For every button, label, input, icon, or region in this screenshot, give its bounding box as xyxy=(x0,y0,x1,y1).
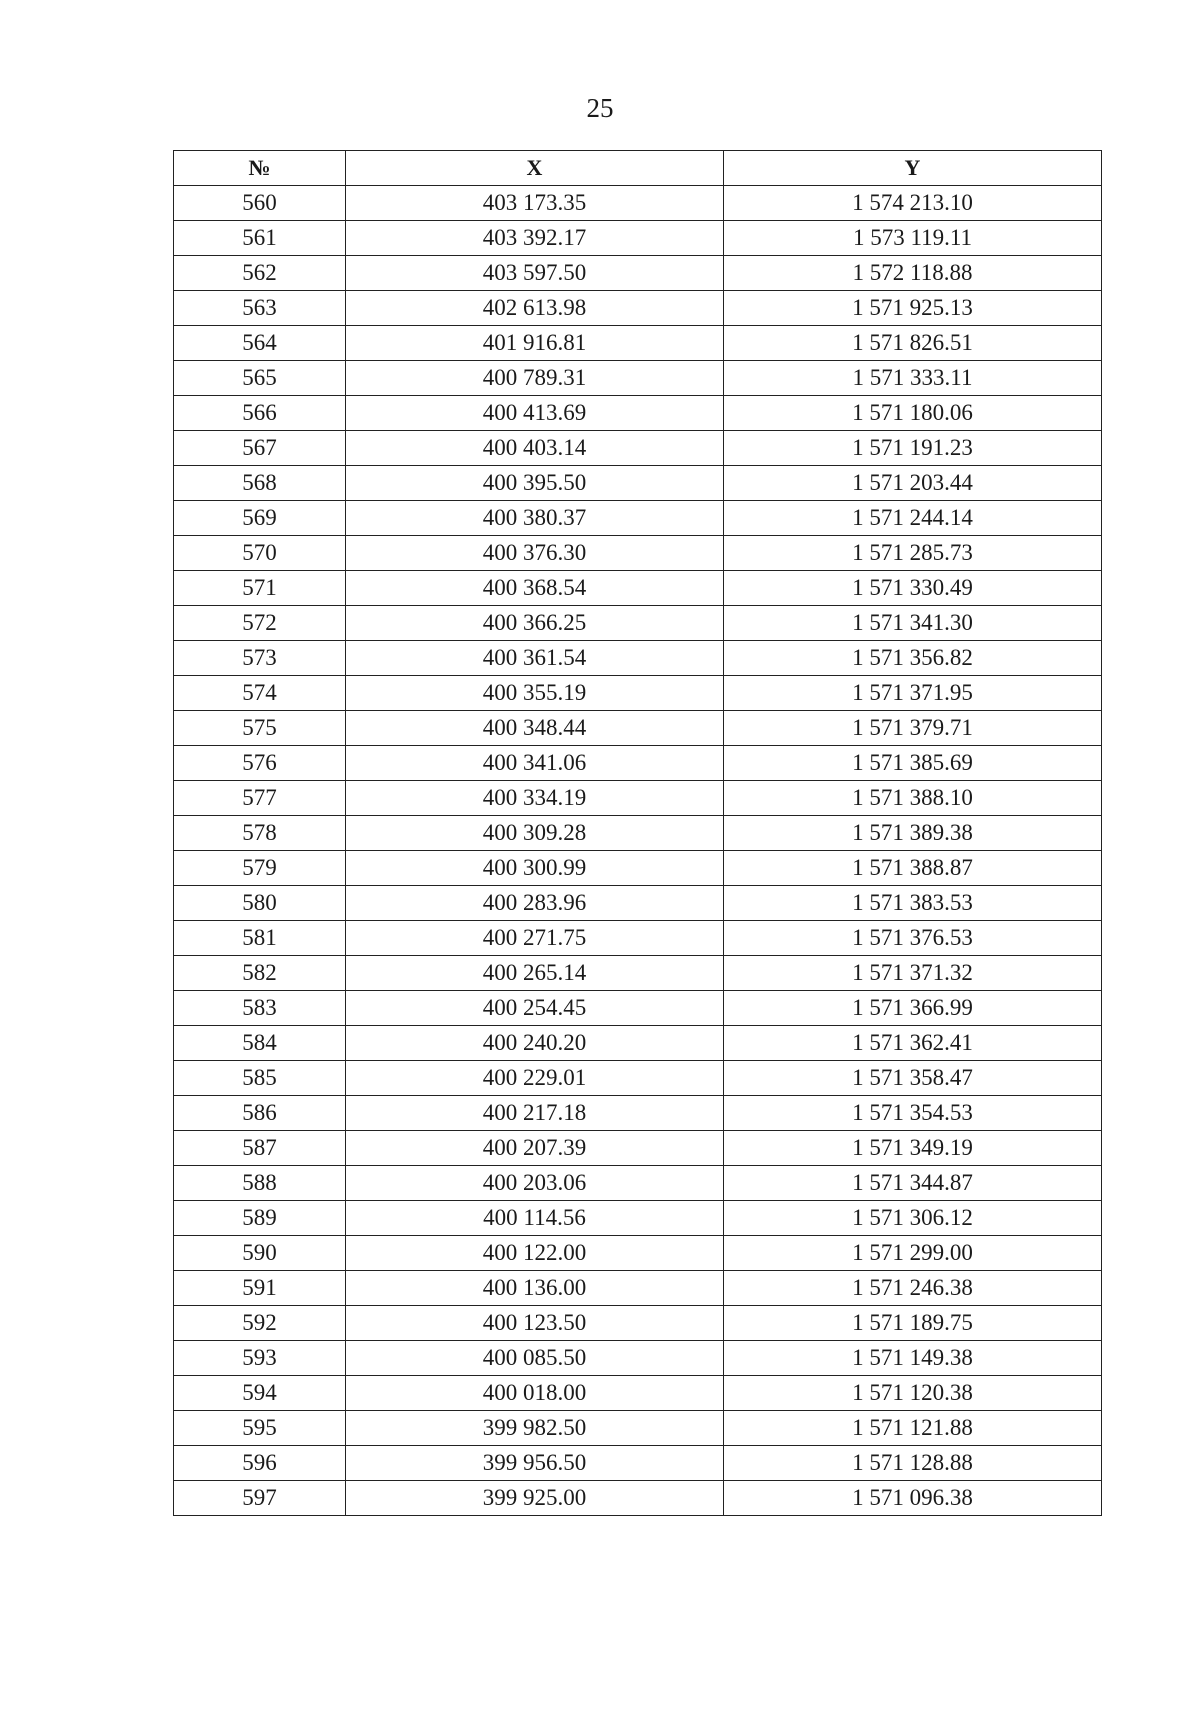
cell-x: 400 283.96 xyxy=(346,886,724,921)
cell-number: 591 xyxy=(174,1271,346,1306)
table-row xyxy=(174,1026,1102,1061)
cell-y: 1 571 180.06 xyxy=(724,396,1102,431)
table-body xyxy=(174,186,1102,1516)
cell-x: 400 403.14 xyxy=(346,431,724,466)
table-row xyxy=(174,781,1102,816)
cell-y: 1 571 333.11 xyxy=(724,361,1102,396)
table-row xyxy=(174,956,1102,991)
cell-number: 580 xyxy=(174,886,346,921)
cell-number: 579 xyxy=(174,851,346,886)
cell-number: 567 xyxy=(174,431,346,466)
cell-x: 400 203.06 xyxy=(346,1166,724,1201)
cell-y: 1 571 149.38 xyxy=(724,1341,1102,1376)
table-row xyxy=(174,501,1102,536)
cell-number: 562 xyxy=(174,256,346,291)
cell-number: 597 xyxy=(174,1481,346,1516)
table-row xyxy=(174,186,1102,221)
cell-x: 400 136.00 xyxy=(346,1271,724,1306)
cell-number: 578 xyxy=(174,816,346,851)
table-row xyxy=(174,851,1102,886)
cell-y: 1 571 383.53 xyxy=(724,886,1102,921)
cell-y: 1 574 213.10 xyxy=(724,186,1102,221)
table-row xyxy=(174,991,1102,1026)
cell-number: 589 xyxy=(174,1201,346,1236)
table-row xyxy=(174,1306,1102,1341)
cell-number: 583 xyxy=(174,991,346,1026)
table-row xyxy=(174,1201,1102,1236)
table-row xyxy=(174,571,1102,606)
cell-x: 400 229.01 xyxy=(346,1061,724,1096)
table-row xyxy=(174,1061,1102,1096)
cell-y: 1 571 246.38 xyxy=(724,1271,1102,1306)
cell-x: 400 361.54 xyxy=(346,641,724,676)
cell-x: 400 355.19 xyxy=(346,676,724,711)
cell-y: 1 571 356.82 xyxy=(724,641,1102,676)
cell-number: 584 xyxy=(174,1026,346,1061)
cell-number: 575 xyxy=(174,711,346,746)
header-x: X xyxy=(346,151,724,186)
cell-x: 400 300.99 xyxy=(346,851,724,886)
table-row xyxy=(174,1131,1102,1166)
cell-y: 1 571 362.41 xyxy=(724,1026,1102,1061)
cell-y: 1 571 371.32 xyxy=(724,956,1102,991)
cell-number: 565 xyxy=(174,361,346,396)
cell-number: 573 xyxy=(174,641,346,676)
table-row xyxy=(174,1341,1102,1376)
cell-y: 1 571 191.23 xyxy=(724,431,1102,466)
cell-number: 585 xyxy=(174,1061,346,1096)
cell-y: 1 571 388.87 xyxy=(724,851,1102,886)
cell-x: 400 240.20 xyxy=(346,1026,724,1061)
cell-number: 592 xyxy=(174,1306,346,1341)
table-row xyxy=(174,676,1102,711)
table-row xyxy=(174,886,1102,921)
header-number: № xyxy=(174,151,346,186)
cell-y: 1 571 371.95 xyxy=(724,676,1102,711)
cell-number: 577 xyxy=(174,781,346,816)
table-row xyxy=(174,431,1102,466)
table-row xyxy=(174,1376,1102,1411)
cell-number: 595 xyxy=(174,1411,346,1446)
cell-x: 400 366.25 xyxy=(346,606,724,641)
table-row xyxy=(174,816,1102,851)
cell-y: 1 571 388.10 xyxy=(724,781,1102,816)
cell-x: 400 254.45 xyxy=(346,991,724,1026)
cell-y: 1 571 330.49 xyxy=(724,571,1102,606)
cell-number: 586 xyxy=(174,1096,346,1131)
table-row xyxy=(174,641,1102,676)
cell-x: 400 265.14 xyxy=(346,956,724,991)
cell-x: 400 348.44 xyxy=(346,711,724,746)
cell-x: 401 916.81 xyxy=(346,326,724,361)
header-y: Y xyxy=(724,151,1102,186)
cell-x: 400 368.54 xyxy=(346,571,724,606)
cell-x: 400 114.56 xyxy=(346,1201,724,1236)
cell-x: 400 122.00 xyxy=(346,1236,724,1271)
cell-y: 1 571 389.38 xyxy=(724,816,1102,851)
cell-x: 400 380.37 xyxy=(346,501,724,536)
cell-x: 399 925.00 xyxy=(346,1481,724,1516)
cell-x: 400 341.06 xyxy=(346,746,724,781)
cell-number: 569 xyxy=(174,501,346,536)
cell-x: 400 207.39 xyxy=(346,1131,724,1166)
cell-y: 1 571 358.47 xyxy=(724,1061,1102,1096)
table-row xyxy=(174,326,1102,361)
table-row xyxy=(174,536,1102,571)
table-row xyxy=(174,921,1102,956)
cell-x: 400 018.00 xyxy=(346,1376,724,1411)
cell-x: 400 085.50 xyxy=(346,1341,724,1376)
table-row xyxy=(174,1411,1102,1446)
cell-y: 1 573 119.11 xyxy=(724,221,1102,256)
table-row xyxy=(174,1481,1102,1516)
table-row xyxy=(174,1096,1102,1131)
cell-x: 400 376.30 xyxy=(346,536,724,571)
cell-number: 561 xyxy=(174,221,346,256)
cell-y: 1 571 376.53 xyxy=(724,921,1102,956)
cell-x: 400 309.28 xyxy=(346,816,724,851)
cell-y: 1 571 344.87 xyxy=(724,1166,1102,1201)
cell-x: 399 956.50 xyxy=(346,1446,724,1481)
table-row xyxy=(174,1446,1102,1481)
table-row xyxy=(174,466,1102,501)
cell-number: 571 xyxy=(174,571,346,606)
cell-number: 564 xyxy=(174,326,346,361)
cell-x: 400 123.50 xyxy=(346,1306,724,1341)
cell-number: 568 xyxy=(174,466,346,501)
cell-y: 1 571 925.13 xyxy=(724,291,1102,326)
cell-number: 570 xyxy=(174,536,346,571)
cell-y: 1 572 118.88 xyxy=(724,256,1102,291)
page-number: 25 xyxy=(586,93,614,123)
table-row xyxy=(174,746,1102,781)
table-row xyxy=(174,361,1102,396)
cell-y: 1 571 385.69 xyxy=(724,746,1102,781)
cell-y: 1 571 299.00 xyxy=(724,1236,1102,1271)
cell-y: 1 571 285.73 xyxy=(724,536,1102,571)
cell-y: 1 571 244.14 xyxy=(724,501,1102,536)
cell-number: 593 xyxy=(174,1341,346,1376)
table-row xyxy=(174,1236,1102,1271)
table-row xyxy=(174,291,1102,326)
cell-number: 596 xyxy=(174,1446,346,1481)
cell-y: 1 571 306.12 xyxy=(724,1201,1102,1236)
cell-y: 1 571 203.44 xyxy=(724,466,1102,501)
cell-x: 403 597.50 xyxy=(346,256,724,291)
cell-number: 582 xyxy=(174,956,346,991)
cell-number: 572 xyxy=(174,606,346,641)
table-row xyxy=(174,1271,1102,1306)
cell-y: 1 571 121.88 xyxy=(724,1411,1102,1446)
table-header-row xyxy=(174,151,1102,186)
table-row xyxy=(174,606,1102,641)
cell-number: 588 xyxy=(174,1166,346,1201)
cell-y: 1 571 354.53 xyxy=(724,1096,1102,1131)
cell-y: 1 571 379.71 xyxy=(724,711,1102,746)
cell-number: 563 xyxy=(174,291,346,326)
table-row xyxy=(174,711,1102,746)
cell-y: 1 571 366.99 xyxy=(724,991,1102,1026)
cell-number: 574 xyxy=(174,676,346,711)
cell-y: 1 571 120.38 xyxy=(724,1376,1102,1411)
cell-x: 402 613.98 xyxy=(346,291,724,326)
cell-number: 587 xyxy=(174,1131,346,1166)
cell-y: 1 571 349.19 xyxy=(724,1131,1102,1166)
cell-number: 560 xyxy=(174,186,346,221)
cell-y: 1 571 096.38 xyxy=(724,1481,1102,1516)
cell-number: 576 xyxy=(174,746,346,781)
table-row xyxy=(174,221,1102,256)
cell-x: 400 413.69 xyxy=(346,396,724,431)
cell-x: 403 392.17 xyxy=(346,221,724,256)
cell-number: 594 xyxy=(174,1376,346,1411)
cell-y: 1 571 826.51 xyxy=(724,326,1102,361)
table-row xyxy=(174,1166,1102,1201)
cell-x: 400 789.31 xyxy=(346,361,724,396)
cell-x: 399 982.50 xyxy=(346,1411,724,1446)
cell-y: 1 571 189.75 xyxy=(724,1306,1102,1341)
cell-number: 566 xyxy=(174,396,346,431)
cell-x: 400 334.19 xyxy=(346,781,724,816)
cell-x: 400 217.18 xyxy=(346,1096,724,1131)
table-row xyxy=(174,396,1102,431)
cell-number: 590 xyxy=(174,1236,346,1271)
cell-x: 400 271.75 xyxy=(346,921,724,956)
cell-x: 403 173.35 xyxy=(346,186,724,221)
cell-number: 581 xyxy=(174,921,346,956)
table-row xyxy=(174,256,1102,291)
cell-x: 400 395.50 xyxy=(346,466,724,501)
cell-y: 1 571 128.88 xyxy=(724,1446,1102,1481)
cell-y: 1 571 341.30 xyxy=(724,606,1102,641)
coordinates-table xyxy=(173,150,1102,1516)
